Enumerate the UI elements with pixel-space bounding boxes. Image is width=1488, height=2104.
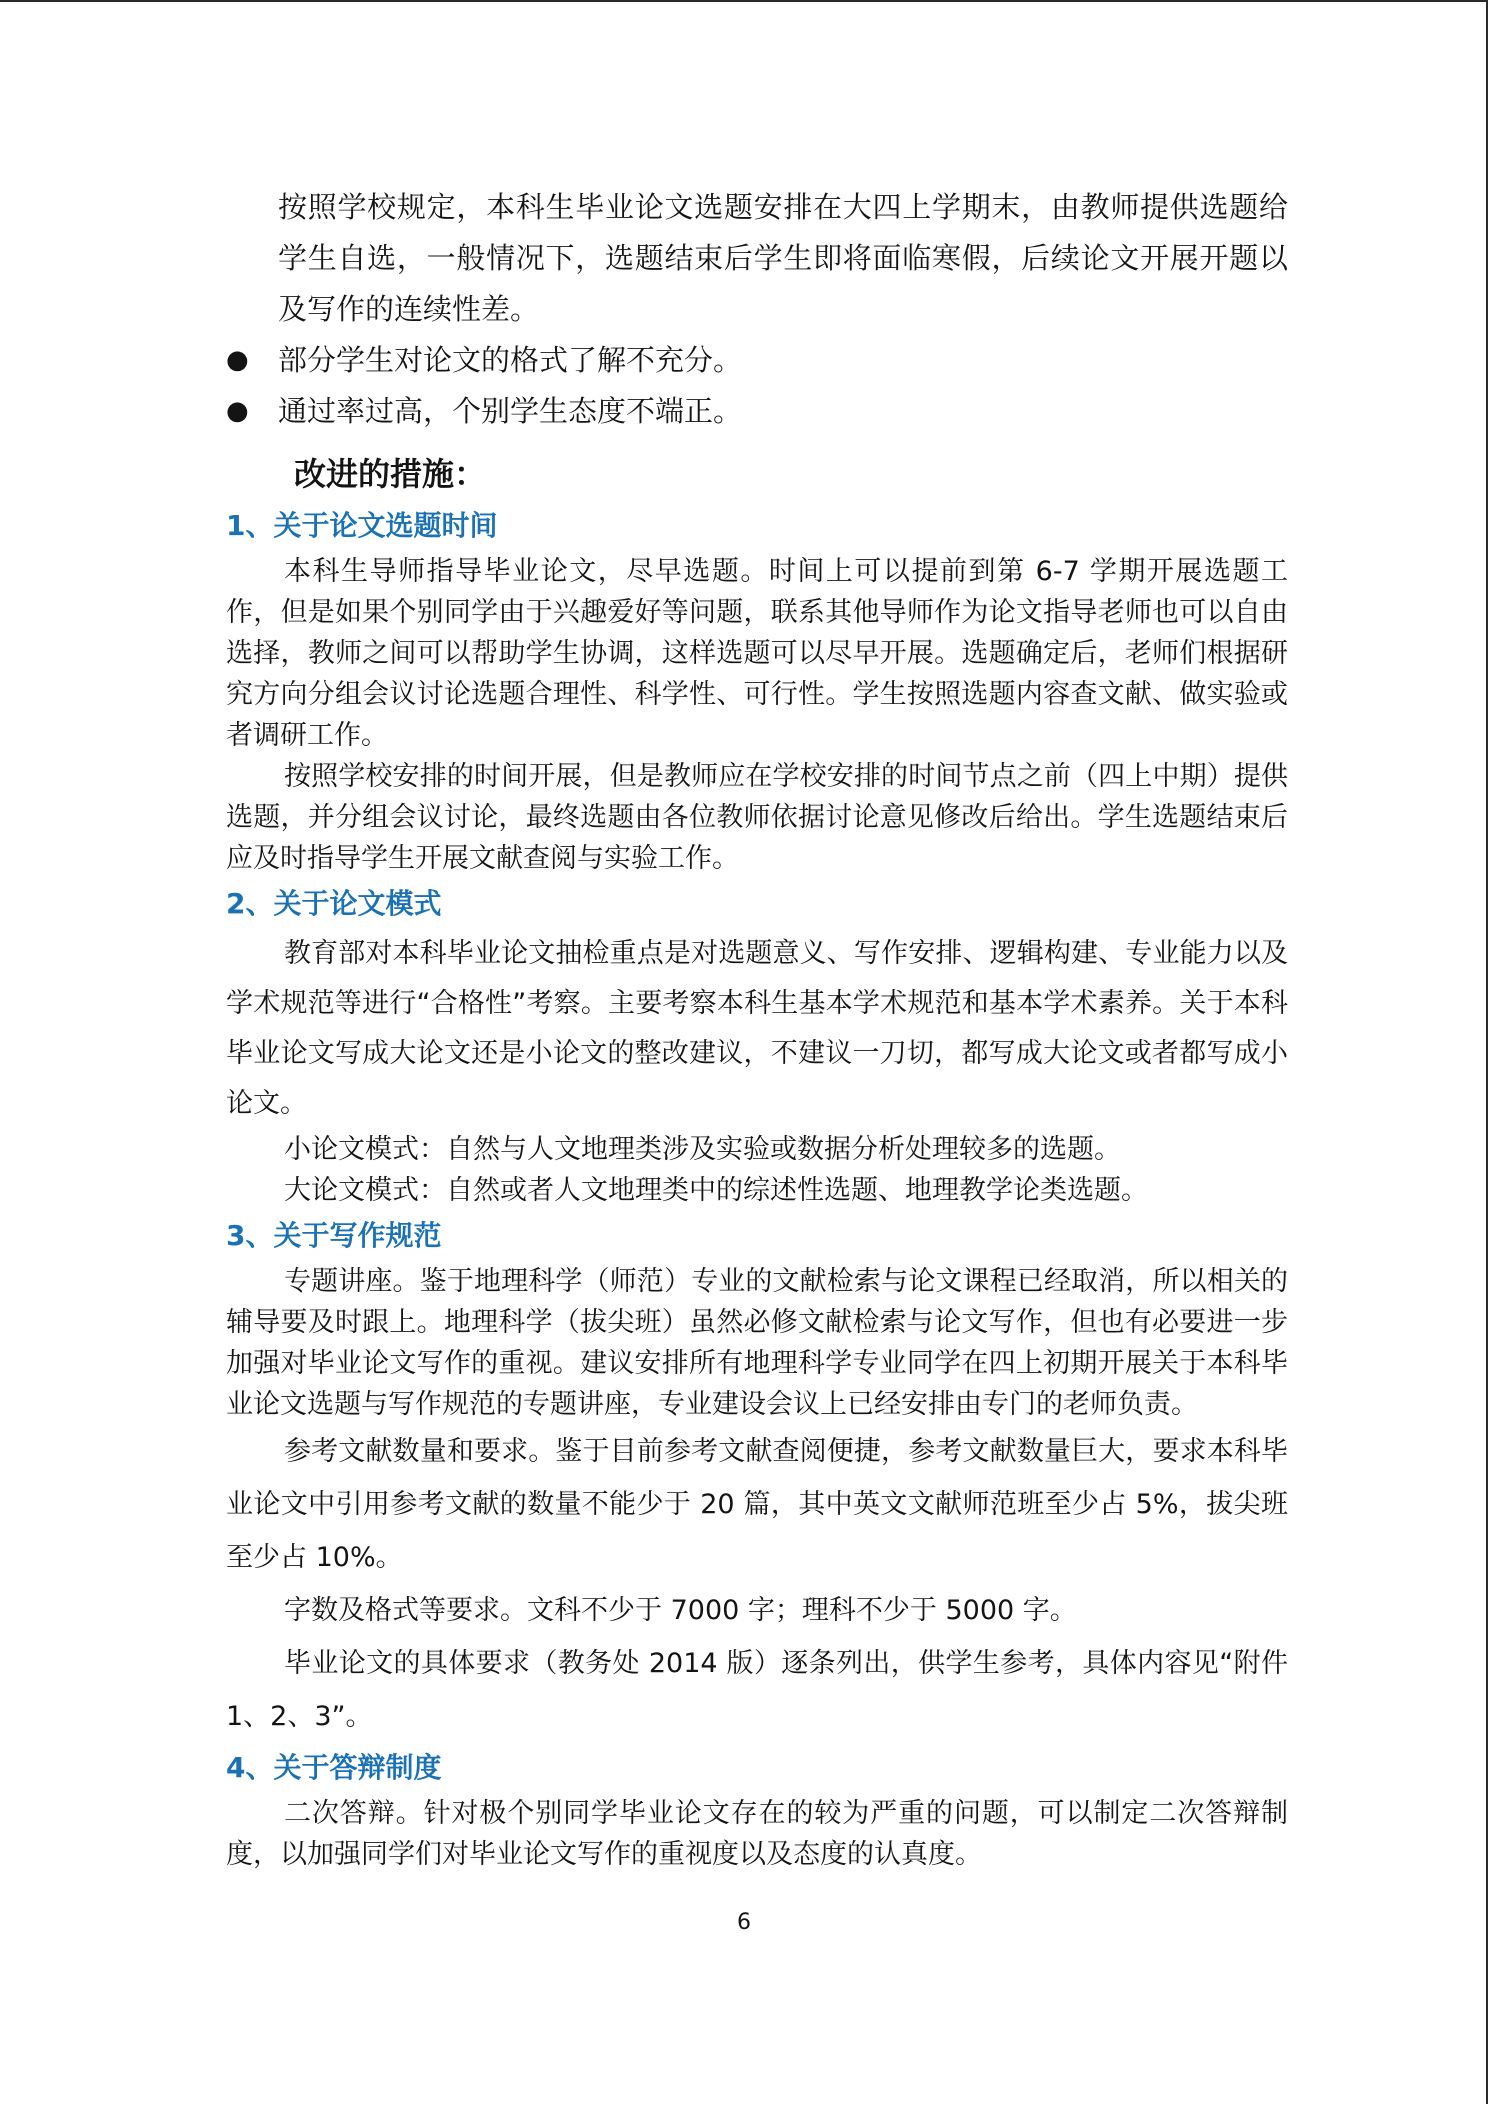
bullet-item bbox=[226, 386, 1288, 437]
paragraph: 参考文献数量和要求。鉴于目前参考文献查阅便捷，参考文献数量巨大，要求本科毕业论文中引用参考文献的数量不能少于 20 篇，其中英文文献师范班至少占 5%，拔尖班至少占 10%。 bbox=[226, 1436, 1288, 1573]
bullet-text: 部分学生对论文的格式了解不充分。 bbox=[278, 343, 743, 377]
bullet-text: 通过率过高，个别学生态度不端正。 bbox=[278, 394, 743, 428]
paragraph: 毕业论文的具体要求（教务处 2014 版）逐条列出，供学生参考，具体内容见“附件 1、2、3”。 bbox=[226, 1648, 1288, 1732]
paragraph: 大论文模式：自然或者人文地理类中的综述性选题、地理教学论类选题。 bbox=[284, 1175, 1148, 1206]
paragraph: 教育部对本科毕业论文抽检重点是对选题意义、写作安排、逻辑构建、专业能力以及学术规范等进行“合格性”考察。主要考察本科生基本学术规范和基本学术素养。关于本科毕业论文写成大论文还是小论文的整改建议，不建议一刀切，都写成大论文或者都写成小论文。 bbox=[226, 938, 1288, 1119]
continued-paragraph: 按照学校规定，本科生毕业论文选题安排在大四上学期末，由教师提供选题给学生自选，一般情况下，选题结束后学生即将面临寒假，后续论文开展开题以及写作的连续性差。 bbox=[278, 190, 1288, 326]
paragraph: 二次答辩。针对极个别同学毕业论文存在的较为严重的问题，可以制定二次答辩制度，以加强同学们对毕业论文写作的重视度以及态度的认真度。 bbox=[226, 1798, 1288, 1870]
paragraph: 专题讲座。鉴于地理科学（师范）专业的文献检索与论文课程已经取消，所以相关的辅导要及时跟上。地理科学（拔尖班）虽然必修文献检索与论文写作，但也有必要进一步加强对毕业论文写作的重视。建议安排所有地理科学专业同学在四上初期开展关于本科毕业论文选题与写作规范的专题讲座，专业建设会议上已经安排由专门的老师负责。 bbox=[226, 1266, 1288, 1420]
section-title-defense: 4、关于答辩制度 bbox=[226, 1751, 442, 1784]
measures-heading: 改进的措施： bbox=[294, 455, 487, 493]
bullet-dot-icon: ● bbox=[226, 396, 249, 426]
bullet-item bbox=[226, 335, 1288, 386]
paragraph: 按照学校安排的时间开展，但是教师应在学校安排的时间节点之前（四上中期）提供选题，并分组会议讨论，最终选题由各位教师依据讨论意见修改后给出。学生选题结束后应及时指导学生开展文献查阅与实验工作。 bbox=[226, 761, 1288, 874]
document-body bbox=[226, 182, 1288, 1875]
paragraph: 字数及格式等要求。文科不少于 7000 字；理科不少于 5000 字。 bbox=[284, 1595, 1077, 1626]
section-title-topic-time: 1、关于论文选题时间 bbox=[226, 509, 498, 542]
paragraph: 小论文模式：自然与人文地理类涉及实验或数据分析处理较多的选题。 bbox=[284, 1134, 1121, 1165]
section-title-thesis-mode: 2、关于论文模式 bbox=[226, 887, 442, 920]
page-number: 6 bbox=[737, 1910, 751, 1935]
bullet-dot-icon: ● bbox=[226, 345, 249, 375]
paragraph: 本科生导师指导毕业论文，尽早选题。时间上可以提前到第 6-7 学期开展选题工作，但是如果个别同学由于兴趣爱好等问题，联系其他导师作为论文指导老师也可以自由选择，教师之间可以帮助学生协调，这样选题可以尽早开展。选题确定后，老师们根据研究方向分组会议讨论选题合理性、科学性、可行性。学生按照选题内容查文献、做实验或者调研工作。 bbox=[226, 556, 1288, 751]
section-title-writing-norms: 3、关于写作规范 bbox=[226, 1219, 442, 1252]
